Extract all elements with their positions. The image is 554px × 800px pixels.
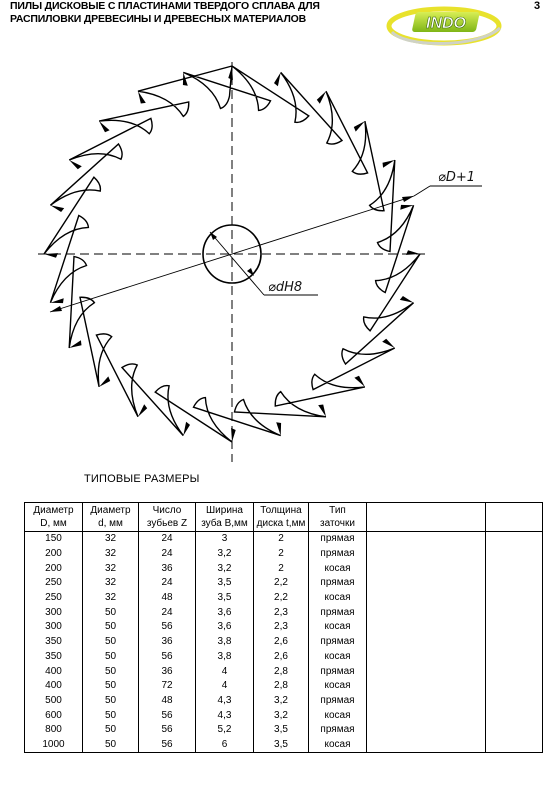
table-cell: 2,3	[254, 605, 309, 620]
page-number: 3	[534, 0, 541, 12]
table-cell: 2	[254, 532, 309, 547]
table-cell: 2	[254, 561, 309, 576]
column-header	[25, 503, 83, 532]
table-cell: 4	[196, 664, 254, 679]
table-cell	[486, 532, 543, 547]
carbide-tip	[231, 428, 236, 442]
table-cell: косая	[309, 738, 367, 753]
table-cell: 48	[139, 591, 196, 606]
dimension-arrow-top	[402, 196, 414, 202]
column-header-line2: d, мм	[98, 518, 123, 529]
table-cell	[367, 708, 486, 723]
table-cell	[367, 561, 486, 576]
table-cell: 350	[25, 635, 83, 650]
table-cell	[486, 576, 543, 591]
table-cell	[367, 694, 486, 709]
table-cell: 2,6	[254, 650, 309, 665]
table-cell: 50	[83, 708, 139, 723]
table-cell: 3,2	[254, 694, 309, 709]
table-cell: 3,8	[196, 650, 254, 665]
table-cell: прямая	[309, 635, 367, 650]
table-cell: 36	[139, 664, 196, 679]
table-cell	[367, 738, 486, 753]
table-cell: 36	[139, 561, 196, 576]
table-cell	[367, 576, 486, 591]
logo-text: INDO	[426, 15, 466, 32]
header-title-line-1: ПИЛЫ ДИСКОВЫЕ С ПЛАСТИНАМИ ТВЕРДОГО СПЛАВА ДЛЯ	[10, 0, 320, 12]
column-header-line2: D, мм	[40, 518, 67, 529]
table-cell: 50	[83, 650, 139, 665]
carbide-tip	[318, 405, 326, 417]
table-cell: 600	[25, 708, 83, 723]
table-cell: 5,2	[196, 723, 254, 738]
table-cell: прямая	[309, 547, 367, 562]
table-cell: 150	[25, 532, 83, 547]
table-cell	[367, 635, 486, 650]
column-header-line2: заточки	[320, 518, 355, 529]
table-cell: 4,3	[196, 708, 254, 723]
table-cell: 400	[25, 679, 83, 694]
table-row	[25, 664, 543, 679]
table-cell: 50	[83, 620, 139, 635]
table-cell: 48	[139, 694, 196, 709]
table-cell	[486, 679, 543, 694]
table-cell	[486, 664, 543, 679]
table-row	[25, 561, 543, 576]
table-cell: 2,8	[254, 679, 309, 694]
table-header-row	[25, 503, 543, 532]
column-header-line1: Диаметр	[33, 505, 74, 516]
table-cell	[486, 605, 543, 620]
table-cell: 50	[83, 738, 139, 753]
table-row	[25, 723, 543, 738]
table-row	[25, 576, 543, 591]
table-cell: косая	[309, 679, 367, 694]
column-header	[309, 503, 367, 532]
table-cell	[486, 620, 543, 635]
table-cell	[367, 532, 486, 547]
table-cell: 3,2	[196, 547, 254, 562]
table-cell: 350	[25, 650, 83, 665]
table-cell: 2,2	[254, 591, 309, 606]
table-cell: косая	[309, 650, 367, 665]
column-header	[486, 503, 543, 532]
carbide-tip	[50, 205, 64, 212]
table-cell	[486, 708, 543, 723]
table-cell: 300	[25, 620, 83, 635]
column-header-line1: Ширина	[206, 505, 243, 516]
table-cell: 3,5	[254, 738, 309, 753]
table-cell: 32	[83, 591, 139, 606]
table-cell: 1000	[25, 738, 83, 753]
table-cell: 24	[139, 547, 196, 562]
column-header	[367, 503, 486, 532]
table-row	[25, 738, 543, 753]
table-cell: 4	[196, 679, 254, 694]
column-header-line1: Число	[152, 505, 182, 516]
dimension-arrow-bottom	[50, 306, 62, 312]
table-cell: 56	[139, 708, 196, 723]
table-cell	[486, 561, 543, 576]
table-cell	[486, 738, 543, 753]
table-cell: 3,5	[254, 723, 309, 738]
table-cell	[486, 591, 543, 606]
table-cell: 3,5	[196, 591, 254, 606]
table-cell	[486, 547, 543, 562]
indo-logo	[386, 2, 506, 46]
column-header-line1: Толщина	[260, 505, 302, 516]
table-cell: 72	[139, 679, 196, 694]
bore-dimension-leader	[210, 232, 264, 295]
column-header	[83, 503, 139, 532]
table-cell: косая	[309, 708, 367, 723]
table-cell: 200	[25, 547, 83, 562]
table-cell: косая	[309, 620, 367, 635]
table-cell: 2,8	[254, 664, 309, 679]
table-cell	[486, 650, 543, 665]
table-cell: 36	[139, 635, 196, 650]
table-cell: 250	[25, 576, 83, 591]
table-cell: 56	[139, 650, 196, 665]
outer-diameter-label: ⌀D+1	[438, 170, 476, 185]
saw-blade-drawing	[0, 50, 554, 470]
table-row	[25, 708, 543, 723]
table-cell: 3,2	[254, 708, 309, 723]
table-cell: 24	[139, 532, 196, 547]
table-cell: 2,6	[254, 635, 309, 650]
carbide-tip	[138, 91, 146, 103]
carbide-tip	[99, 376, 110, 387]
column-header	[196, 503, 254, 532]
table-cell: 6	[196, 738, 254, 753]
carbide-tip	[354, 376, 365, 387]
table-cell: 50	[83, 664, 139, 679]
table-cell	[367, 547, 486, 562]
carbide-tip	[382, 339, 395, 348]
page-header	[10, 0, 380, 26]
table-cell: 3,2	[196, 561, 254, 576]
table-cell: 200	[25, 561, 83, 576]
table-cell: 24	[139, 576, 196, 591]
table-cell: 800	[25, 723, 83, 738]
column-header	[139, 503, 196, 532]
carbide-tip	[138, 404, 147, 417]
table-cell: 32	[83, 532, 139, 547]
table-cell	[367, 620, 486, 635]
header-title-line-2: РАСПИЛОВКИ ДРЕВЕСИНЫ И ДРЕВЕСНЫХ МАТЕРИАЛОВ	[10, 13, 306, 25]
carbide-tip	[383, 160, 395, 168]
table-row	[25, 591, 543, 606]
table-cell: 32	[83, 561, 139, 576]
carbide-tip	[400, 296, 414, 303]
table-cell: 2,2	[254, 576, 309, 591]
table-cell	[367, 664, 486, 679]
table-cell: прямая	[309, 605, 367, 620]
column-header-line1: Диаметр	[90, 505, 131, 516]
table-cell: прямая	[309, 694, 367, 709]
table-cell: косая	[309, 591, 367, 606]
table-cell	[367, 591, 486, 606]
table-cell: 50	[83, 723, 139, 738]
table-cell	[367, 605, 486, 620]
table-cell	[486, 635, 543, 650]
table-cell: 50	[83, 605, 139, 620]
table-cell: 2,3	[254, 620, 309, 635]
table-cell: 300	[25, 605, 83, 620]
table-row	[25, 620, 543, 635]
table-cell	[486, 694, 543, 709]
carbide-tip	[354, 121, 365, 132]
table-cell: 32	[83, 576, 139, 591]
table-cell: 24	[139, 605, 196, 620]
column-header-line1: Тип	[329, 505, 346, 516]
column-header	[254, 503, 309, 532]
table-cell: прямая	[309, 576, 367, 591]
table-cell: 56	[139, 620, 196, 635]
table-cell	[367, 723, 486, 738]
carbide-tip	[274, 72, 281, 86]
bore-diameter-label: ⌀dH8	[268, 280, 303, 295]
table-cell: 3,8	[196, 635, 254, 650]
table-body	[25, 532, 543, 753]
table-row	[25, 635, 543, 650]
table-cell: прямая	[309, 723, 367, 738]
carbide-tip	[69, 160, 82, 169]
column-header-line2: диска t,мм	[256, 518, 306, 529]
table-row	[25, 679, 543, 694]
table-cell: 32	[83, 547, 139, 562]
table-cell: прямая	[309, 664, 367, 679]
table-cell: 3,5	[196, 576, 254, 591]
carbide-tip	[69, 340, 81, 348]
table-cell: косая	[309, 561, 367, 576]
column-header-line2: зуба B,мм	[201, 518, 248, 529]
table-cell	[367, 650, 486, 665]
table-cell: прямая	[309, 532, 367, 547]
carbide-tip	[99, 121, 110, 132]
table-cell: 56	[139, 738, 196, 753]
table-cell: 3	[196, 532, 254, 547]
table-cell: 3,6	[196, 620, 254, 635]
table-row	[25, 605, 543, 620]
carbide-tip	[317, 91, 326, 104]
table-cell: 4,3	[196, 694, 254, 709]
table-cell: 50	[83, 694, 139, 709]
table-row	[25, 650, 543, 665]
table-cell: 3,6	[196, 605, 254, 620]
table-row	[25, 694, 543, 709]
table-cell	[486, 723, 543, 738]
table-cell: 400	[25, 664, 83, 679]
table-cell: 50	[83, 679, 139, 694]
table-cell: 50	[83, 635, 139, 650]
typical-sizes-table	[24, 502, 543, 753]
column-header-line2: зубьев Z	[146, 518, 188, 529]
table-row	[25, 532, 543, 547]
carbide-tip	[183, 422, 190, 436]
section-title: ТИПОВЫЕ РАЗМЕРЫ	[84, 473, 200, 485]
table-cell	[367, 679, 486, 694]
table-cell: 250	[25, 591, 83, 606]
table-cell: 56	[139, 723, 196, 738]
table-row	[25, 547, 543, 562]
table-cell: 500	[25, 694, 83, 709]
table-cell: 2	[254, 547, 309, 562]
